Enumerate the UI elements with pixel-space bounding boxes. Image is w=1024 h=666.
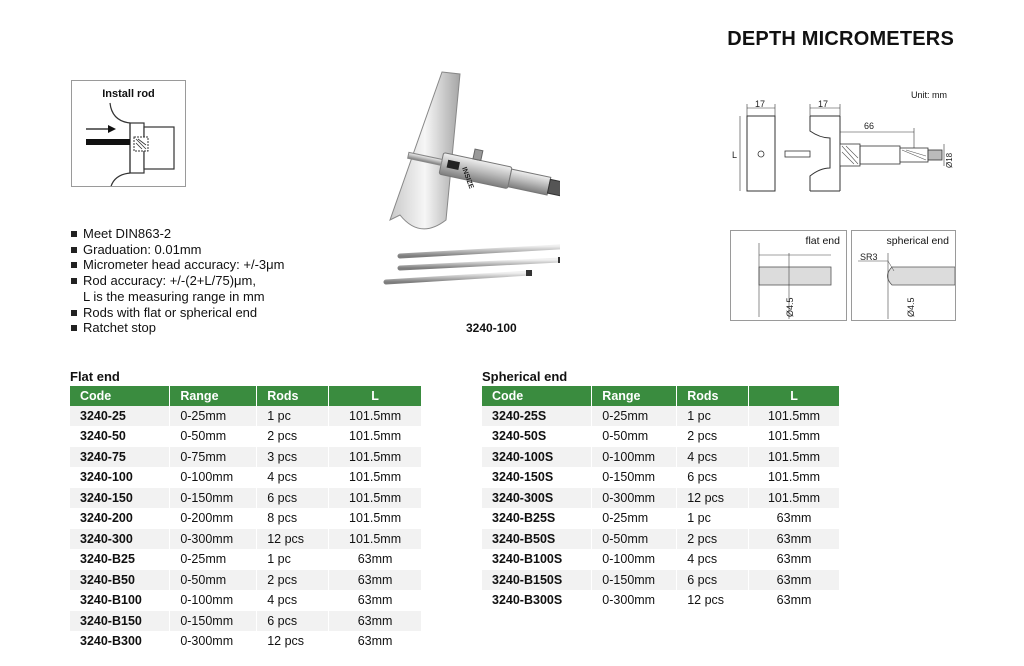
range-cell: 0-150mm <box>170 611 257 632</box>
rods-cell: 6 pcs <box>677 467 749 488</box>
table-row <box>482 426 840 447</box>
length-cell: 101.5mm <box>329 488 422 509</box>
table-row <box>70 447 422 468</box>
code-cell: 3240-150S <box>482 467 592 488</box>
table-row <box>70 549 422 570</box>
flat-end-drawing <box>731 231 846 320</box>
table-row <box>482 406 840 426</box>
rods-cell: 6 pcs <box>257 611 329 632</box>
range-cell: 0-300mm <box>592 488 677 509</box>
spherical-end-diameter: Ø4.5 <box>906 297 916 317</box>
spherical-end-drawing <box>852 231 955 320</box>
dim-17-front: 17 <box>818 99 829 109</box>
table-row <box>482 570 840 591</box>
unit-label: Unit: mm <box>911 90 947 100</box>
length-cell: 63mm <box>749 590 840 611</box>
feature-list <box>70 226 284 336</box>
page-title: DEPTH MICROMETERS <box>727 28 954 50</box>
code-cell: 3240-B300 <box>70 631 170 652</box>
length-cell: 101.5mm <box>749 447 840 468</box>
dim-L: L <box>732 150 738 160</box>
range-cell: 0-100mm <box>170 590 257 611</box>
table-row <box>482 590 840 611</box>
code-cell: 3240-25 <box>70 406 170 426</box>
install-rod-label: Install rod <box>102 88 155 100</box>
rods-cell: 4 pcs <box>257 590 329 611</box>
install-rod-illustration <box>71 80 186 187</box>
length-cell: 101.5mm <box>329 447 422 468</box>
code-cell: 3240-B25S <box>482 508 592 529</box>
column-header-range: Range <box>170 386 257 406</box>
flat-end-table-title: Flat end <box>70 369 120 384</box>
length-cell: 63mm <box>329 631 422 652</box>
rods-cell: 2 pcs <box>257 570 329 591</box>
range-cell: 0-300mm <box>592 590 677 611</box>
dim-66: 66 <box>864 121 875 131</box>
range-cell: 0-50mm <box>592 426 677 447</box>
product-photo <box>380 70 560 295</box>
table-row <box>482 549 840 570</box>
length-cell: 101.5mm <box>749 467 840 488</box>
feature-item: Graduation: 0.01mm <box>70 242 284 258</box>
table-row <box>70 508 422 529</box>
table-row <box>70 488 422 509</box>
column-header-l: L <box>329 386 422 406</box>
rods-cell: 4 pcs <box>677 447 749 468</box>
range-cell: 0-100mm <box>170 467 257 488</box>
table-row <box>70 570 422 591</box>
length-cell: 63mm <box>749 549 840 570</box>
length-cell: 101.5mm <box>329 426 422 447</box>
rods-cell: 4 pcs <box>677 549 749 570</box>
rods-cell: 12 pcs <box>677 488 749 509</box>
spherical-end-label: spherical end <box>886 235 949 247</box>
rods-cell: 1 pc <box>677 508 749 529</box>
code-cell: 3240-B50 <box>70 570 170 591</box>
code-cell: 3240-50S <box>482 426 592 447</box>
dimension-drawing <box>730 96 960 200</box>
rods-cell: 2 pcs <box>257 426 329 447</box>
feature-item: Meet DIN863-2 <box>70 226 284 242</box>
rods-cell: 3 pcs <box>257 447 329 468</box>
range-cell: 0-150mm <box>170 488 257 509</box>
table-row <box>70 467 422 488</box>
spherical-end-detail <box>851 230 956 321</box>
code-cell: 3240-B25 <box>70 549 170 570</box>
table-row <box>482 508 840 529</box>
flat-end-detail <box>730 230 847 321</box>
range-cell: 0-25mm <box>592 406 677 426</box>
code-cell: 3240-100S <box>482 447 592 468</box>
dim-17-side: 17 <box>755 99 766 109</box>
length-cell: 101.5mm <box>749 406 840 426</box>
length-cell: 101.5mm <box>749 426 840 447</box>
code-cell: 3240-300 <box>70 529 170 550</box>
spherical-end-radius: SR3 <box>860 252 878 262</box>
range-cell: 0-50mm <box>170 426 257 447</box>
rods-cell: 6 pcs <box>257 488 329 509</box>
length-cell: 63mm <box>329 549 422 570</box>
rods-cell: 12 pcs <box>677 590 749 611</box>
column-header-l: L <box>749 386 840 406</box>
table-row <box>70 406 422 426</box>
table-row <box>70 631 422 652</box>
range-cell: 0-150mm <box>592 570 677 591</box>
range-cell: 0-100mm <box>592 447 677 468</box>
table-row <box>482 488 840 509</box>
length-cell: 63mm <box>749 570 840 591</box>
brand-mark: INSIZE <box>460 166 475 190</box>
range-cell: 0-300mm <box>170 631 257 652</box>
code-cell: 3240-300S <box>482 488 592 509</box>
rods-cell: 12 pcs <box>257 529 329 550</box>
flat-end-table <box>70 386 422 652</box>
column-header-rods: Rods <box>257 386 329 406</box>
code-cell: 3240-25S <box>482 406 592 426</box>
table-header-row <box>70 386 422 406</box>
table-row <box>482 447 840 468</box>
spherical-end-table <box>482 386 840 611</box>
code-cell: 3240-200 <box>70 508 170 529</box>
spherical-end-table-title: Spherical end <box>482 369 568 384</box>
range-cell: 0-25mm <box>170 549 257 570</box>
code-cell: 3240-B150S <box>482 570 592 591</box>
code-cell: 3240-50 <box>70 426 170 447</box>
code-cell: 3240-150 <box>70 488 170 509</box>
range-cell: 0-25mm <box>170 406 257 426</box>
rods-cell: 12 pcs <box>257 631 329 652</box>
column-header-rods: Rods <box>677 386 749 406</box>
length-cell: 63mm <box>749 529 840 550</box>
rods-cell: 1 pc <box>257 406 329 426</box>
length-cell: 101.5mm <box>749 488 840 509</box>
range-cell: 0-200mm <box>170 508 257 529</box>
flat-end-label: flat end <box>805 235 840 247</box>
code-cell: 3240-B300S <box>482 590 592 611</box>
length-cell: 101.5mm <box>329 406 422 426</box>
table-row <box>482 529 840 550</box>
feature-item: Rods with flat or spherical end <box>70 305 284 321</box>
feature-item: Ratchet stop <box>70 320 284 336</box>
code-cell: 3240-B150 <box>70 611 170 632</box>
range-cell: 0-50mm <box>170 570 257 591</box>
rods-cell: 1 pc <box>677 406 749 426</box>
range-cell: 0-100mm <box>592 549 677 570</box>
length-cell: 101.5mm <box>329 467 422 488</box>
rods-cell: 6 pcs <box>677 570 749 591</box>
feature-item-continuation: L is the measuring range in mm <box>83 288 265 304</box>
rods-cell: 2 pcs <box>677 529 749 550</box>
flat-end-diameter: Ø4.5 <box>785 297 795 317</box>
code-cell: 3240-100 <box>70 467 170 488</box>
length-cell: 101.5mm <box>329 508 422 529</box>
column-header-code: Code <box>482 386 592 406</box>
table-row <box>70 529 422 550</box>
table-row <box>70 426 422 447</box>
range-cell: 0-50mm <box>592 529 677 550</box>
table-header-row <box>482 386 840 406</box>
column-header-code: Code <box>70 386 170 406</box>
length-cell: 101.5mm <box>329 529 422 550</box>
install-rod-drawing <box>72 81 185 186</box>
code-cell: 3240-B100 <box>70 590 170 611</box>
length-cell: 63mm <box>329 590 422 611</box>
range-cell: 0-75mm <box>170 447 257 468</box>
code-cell: 3240-B50S <box>482 529 592 550</box>
table-row <box>482 467 840 488</box>
dim-d18: Ø18 <box>945 152 954 168</box>
product-model-label: 3240-100 <box>466 321 517 335</box>
length-cell: 63mm <box>329 611 422 632</box>
rods-cell: 4 pcs <box>257 467 329 488</box>
rods-cell: 2 pcs <box>677 426 749 447</box>
table-row <box>70 590 422 611</box>
length-cell: 63mm <box>329 570 422 591</box>
range-cell: 0-150mm <box>592 467 677 488</box>
length-cell: 63mm <box>749 508 840 529</box>
rods-cell: 1 pc <box>257 549 329 570</box>
table-row <box>70 611 422 632</box>
feature-item: Rod accuracy: +/-(2+L/75)μm, <box>70 273 284 289</box>
rods-cell: 8 pcs <box>257 508 329 529</box>
feature-item: Micrometer head accuracy: +/-3μm <box>70 257 284 273</box>
code-cell: 3240-B100S <box>482 549 592 570</box>
range-cell: 0-300mm <box>170 529 257 550</box>
range-cell: 0-25mm <box>592 508 677 529</box>
column-header-range: Range <box>592 386 677 406</box>
code-cell: 3240-75 <box>70 447 170 468</box>
